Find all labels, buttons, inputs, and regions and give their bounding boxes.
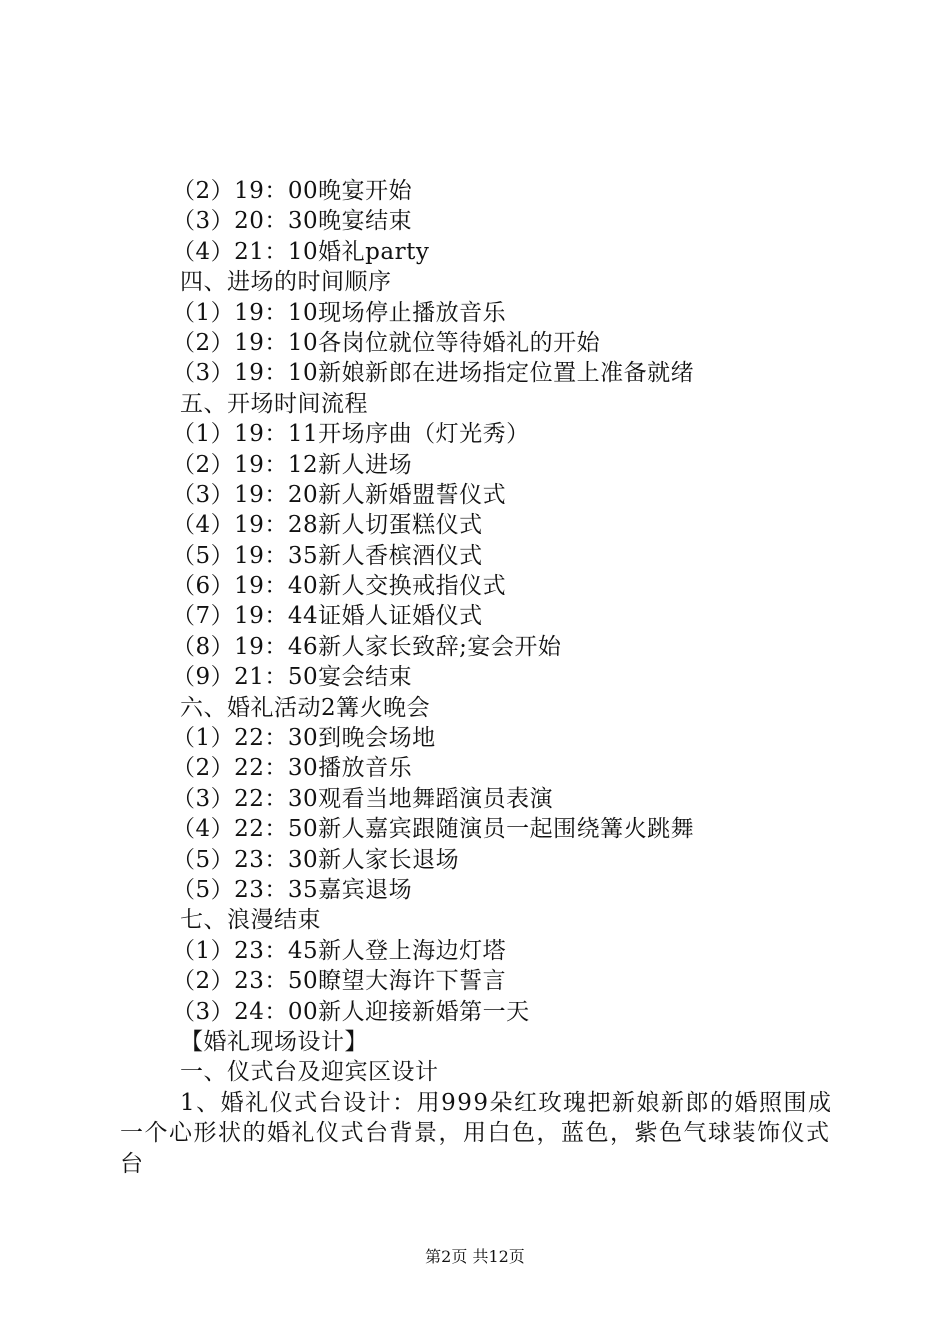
page-footer: 第2页 共12页 [425,1247,525,1266]
list-item: （5）19：35新人香槟酒仪式 [172,542,483,569]
list-item: （8）19：46新人家长致辞;宴会开始 [172,633,562,660]
section-heading: 一、仪式台及迎宾区设计 [180,1059,439,1086]
list-item: （4）22：50新人嘉宾跟随演员一起围绕篝火跳舞 [172,816,695,843]
section-heading: 四、进场的时间顺序 [180,269,392,296]
body-paragraph: 1、婚礼仪式台设计：用999朵红玫瑰把新娘新郎的婚照围成一个心形状的婚礼仪式台背景，用白色，蓝色，紫色气球装饰仪式台 [120,1089,833,1177]
section-heading: 【婚礼现场设计】 [180,1028,368,1055]
list-item: （2）23：50瞭望大海许下誓言 [172,968,507,995]
list-item: （3）24：00新人迎接新婚第一天 [172,998,530,1025]
list-item: （5）23：35嘉宾退场 [172,876,413,903]
list-item: （5）23：30新人家长退场 [172,846,460,873]
list-item: （3）19：20新人新婚盟誓仪式 [172,481,507,508]
list-item: （2）19：10各岗位就位等待婚礼的开始 [172,329,601,356]
list-item: （3）19：10新娘新郎在进场指定位置上准备就绪 [172,360,695,387]
list-item: （1）23：45新人登上海边灯塔 [172,937,507,964]
list-item: （1）19：11开场序曲（灯光秀） [172,421,530,448]
list-item: （7）19：44证婚人证婚仪式 [172,603,483,630]
document-body [120,176,840,1179]
list-item: （4）19：28新人切蛋糕仪式 [172,512,483,539]
list-item: （3）20：30晚宴结束 [172,208,413,235]
list-item: （2）19：00晚宴开始 [172,178,413,204]
list-item: （1）22：30到晚会场地 [172,725,436,752]
list-item: （4）21：10婚礼party [172,238,430,265]
list-item: （2）22：30播放音乐 [172,755,413,782]
list-item: （3）22：30观看当地舞蹈演员表演 [172,785,554,812]
section-heading: 五、开场时间流程 [180,390,368,417]
list-item: （6）19：40新人交换戒指仪式 [172,573,507,600]
section-heading: 六、婚礼活动2篝火晚会 [180,694,431,721]
list-item: （1）19：10现场停止播放音乐 [172,299,507,326]
list-item: （9）21：50宴会结束 [172,664,413,691]
list-item: （2）19：12新人进场 [172,451,413,478]
section-heading: 七、浪漫结束 [180,907,321,934]
